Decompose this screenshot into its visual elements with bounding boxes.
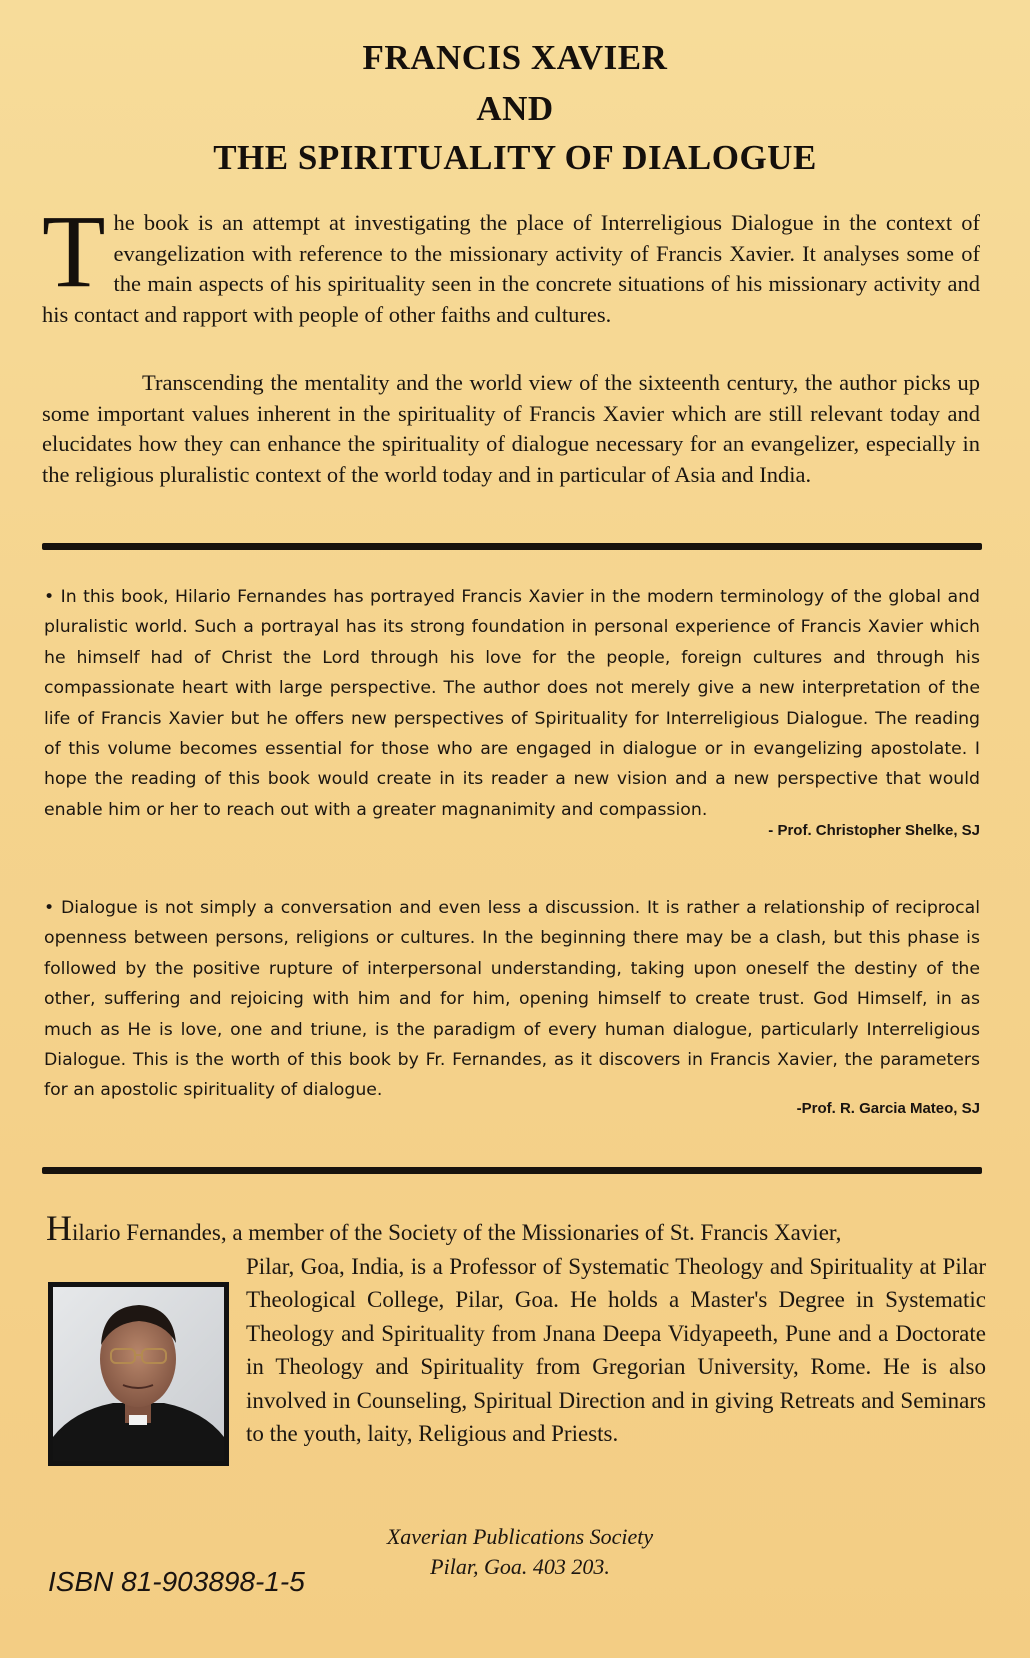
author-photo (48, 1282, 229, 1466)
intro-paragraph-1-text: he book is an attempt at investigating the place of Interreligious Dialogue in the context of evangelization with reference to the missionary activity of Francis Xavier. It analyses some of the main aspects of his spirituality seen in the concrete situations of his missionary activity and his contact and rapport with people of other faiths and cultures. (42, 210, 980, 327)
title-line-2: AND (476, 89, 554, 128)
author-bio: Pilar, Goa, India, is a Professor of Systematic Theology and Spirituality at Pilar Theological College, Pilar, Goa. He holds a Master's Degree in Systematic Theology and Spirituality from Jnana Deepa Vidyapeeth, Pune and a Doctorate in Theology and Spirituality from Gregorian University, Rome. He is also involved in Counseling, Spiritual Direction and in giving Retreats and Seminars to the youth, laity, Religious and Priests. (246, 1254, 986, 1447)
endorsement-2-attribution: -Prof. R. Garcia Mateo, SJ (796, 1100, 980, 1117)
publisher-address: Pilar, Goa. 403 203. (430, 1554, 610, 1579)
author-bio-first-line (46, 1208, 986, 1250)
endorsement-2-text: • Dialogue is not simply a conversation and even less a discussion. It is rather a relationship of reciprocal openness between persons, religions or cultures. In the beginning there may be a clash, but this phase is followed by the positive rupture of interpersonal understanding, taking upon oneself the destiny of the other, suffering and rejoicing with him and for him, opening himself to create trust. God Himself, in as much as He is love, one and triune, is the paradigm of every human dialogue, particularly Interreligious Dialogue. This is the worth of this book by Fr. Fernandes, as it discovers in Francis Xavier, the parameters for an apostolic spirituality of dialogue. (44, 898, 980, 1101)
isbn: ISBN 81-903898-1-5 (48, 1566, 305, 1597)
title-line-3: THE SPIRITUALITY OF DIALOGUE (213, 138, 817, 177)
divider-bottom (42, 1167, 982, 1174)
intro-paragraph-2: Transcending the mentality and the world view of the sixteenth century, the author picks up some important values inherent in the spirituality of Francis Xavier which are still relevant today and elucidates how they can enhance the spirituality of dialogue necessary for an evangelizer, especially in the religious pluralistic context of the world today and in particular of Asia and India. (42, 370, 980, 487)
divider-top (42, 543, 982, 550)
title-line-1: FRANCIS XAVIER (362, 38, 668, 77)
endorsement-1-attribution: - Prof. Christopher Shelke, SJ (768, 822, 980, 839)
bio-initial: H (46, 1208, 72, 1248)
bio-first-line-text: ilario Fernandes, a member of the Society of the Missionaries of St. Francis Xavier, (72, 1220, 842, 1245)
intro-paragraph-1 (42, 194, 980, 330)
publisher-name: Xaverian Publications Society (386, 1524, 654, 1549)
endorsement-1-text: • In this book, Hilario Fernandes has portrayed Francis Xavier in the modern terminology of the global and pluralistic world. Such a portrayal has its strong foundation in personal experience of Francis Xavier which he himself had of Christ the Lord through his love for the people, foreign cultures and through his compassionate heart with large perspective. The author does not merely give a new interpretation of the life of Francis Xavier but he offers new perspectives of Spirituality for Interreligious Dialogue. The reading of this volume becomes essential for those who are engaged in dialogue or in evangelizing apostolate. I hope the reading of this book would create in its reader a new vision and a new perspective that would enable him or her to reach out with a greater magnanimity and compassion. (44, 587, 980, 820)
drop-cap: T (42, 194, 106, 309)
